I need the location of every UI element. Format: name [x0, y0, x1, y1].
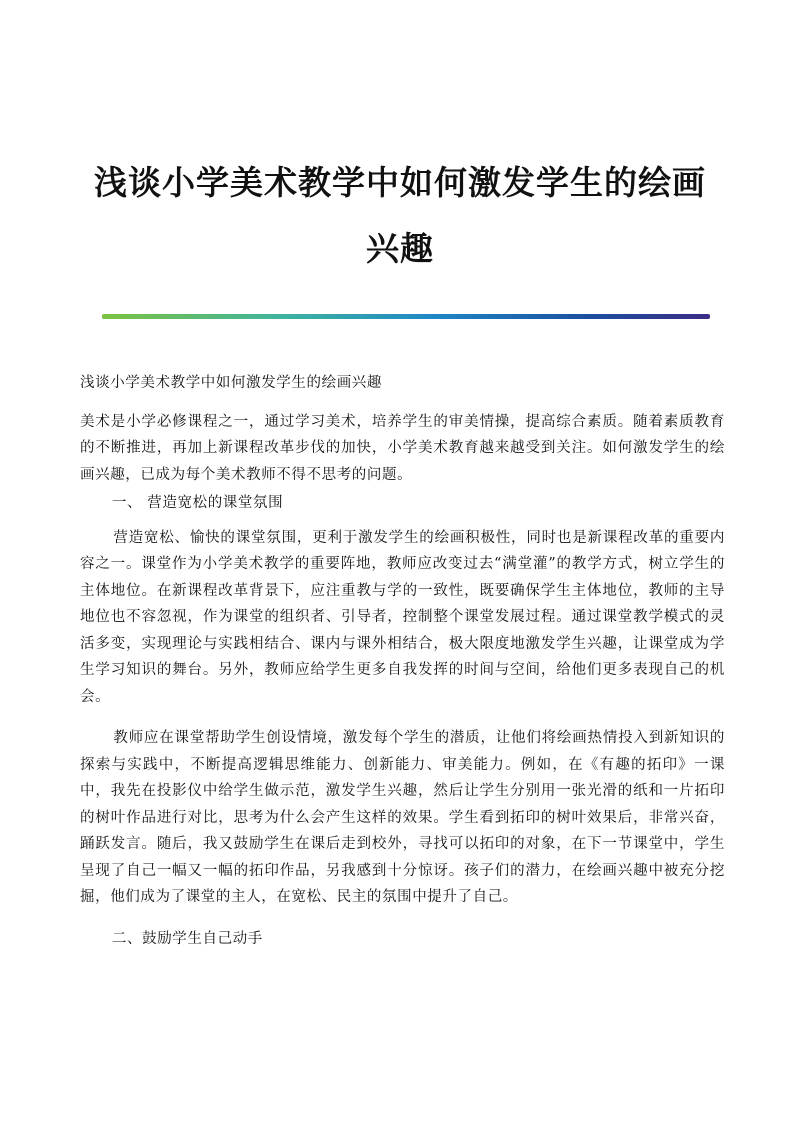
title-divider: [102, 314, 710, 319]
section-1-paragraph-2: 教师应在课堂帮助学生创设情境，激发每个学生的潜质，让他们将绘画热情投入到新知识的探索与实践中，不断提高逻辑思维能力、创新能力、审美能力。例如，在《有趣的拓印》一课中，我先在投影仪中给学生做示范，激发学生兴趣，然后让学生分别用一张光滑的纸和一片拓印的树叶作品进行对比，思考为什么会产生这样的效果。学生看到拓印的树叶效果后，非常兴奋，踊跃发言。随后，我又鼓励学生在课后走到校外，寻找可以拓印的对象，在下一节课堂中，学生呈现了自己一幅又一幅的拓印作品，另我感到十分惊讶。孩子们的潜力，在绘画兴趣中被充分挖掘，他们成为了课堂的主人，在宽松、民主的氛围中提升了自己。: [80, 730, 725, 905]
section-2-heading: 二、鼓励学生自己动手: [111, 930, 263, 947]
document-title: 浅谈小学美术教学中如何激发学生的绘画兴趣: [94, 163, 706, 268]
section-1-heading: 一、 营造宽松的课堂氛围: [111, 495, 284, 511]
section-1-paragraph-1: 营造宽松、愉快的课堂氛围，更利于激发学生的绘画积极性，同时也是新课程改革的重要内容之一。课堂作为小学美术教学的重要阵地，教师应改变过去“满堂灌”的教学方式，树立学生的主体地位。在新课程改革背景下，应注重教与学的一致性，既要确保学生主体地位，教师的主导地位也不容忽视，作为课堂的组织者、引导者，控制整个课堂发展过程。通过课堂教学模式的灵活多变，实现理论与实践相结合、课内与课外相结合，极大限度地激发学生兴趣，让课堂成为学生学习知识的舞台。另外，教师应给学生更多自我发挥的时间与空间，给他们更多表现自己的机会。: [80, 529, 725, 705]
document-subtitle: 浅谈小学美术教学中如何激发学生的绘画兴趣: [80, 375, 382, 391]
document-body: [80, 370, 725, 952]
intro-paragraph: 美术是小学必修课程之一，通过学习美术，培养学生的审美情操，提高综合素质。随着素质教育的不断推进，再加上新课程改革步伐的加快，小学美术教育越来越受到关注。如何激发学生的绘画兴趣，已成为每个美术教师不得不思考的问题。: [80, 413, 725, 483]
